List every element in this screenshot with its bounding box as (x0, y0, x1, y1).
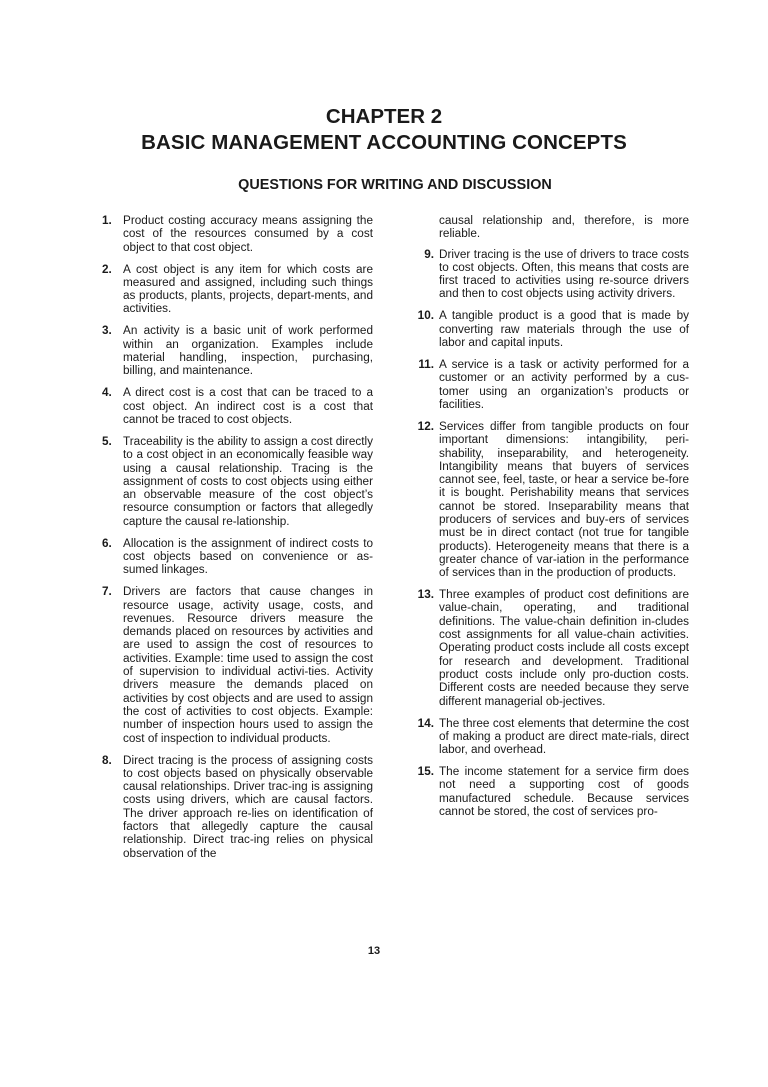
question-text: Traceability is the ability to assign a cost directly to a cost object in an economically feasible way using a causal relationship. Tracing is the assignment of costs to cost objects using either an observable measure of the cost object’s resource consumption or factors that allegedly capture the causal re-lationship. (123, 434, 373, 528)
question-text: Services differ from tangible products on four important dimensions: intangibility, peri-shability, inseparability, and heterogeneity. Intangibility means that buyers of services cannot see, feel, taste, or hear a service be-fore it is bought. Perishability means that services cannot be stored. Inseparability means that producers of services and buy-ers of services must be in direct contact (not true for tangible products). Heterogeneity means that there is a greater chance of var-iation in the performance of services than in the production of products. (439, 419, 689, 580)
question-number: 4. (102, 386, 112, 400)
question-number: 1. (102, 214, 112, 227)
question-text: A direct cost is a cost that can be traced to a cost object. An indirect cost is a cost that cannot be traced to cost objects. (123, 386, 373, 426)
question-number: 12. (417, 419, 434, 433)
question-text: Product costing accuracy means assigning the cost of the resources consumed by a cost object to that cost object. (123, 214, 373, 254)
question-number: 5. (102, 434, 112, 448)
question-text: A tangible product is a good that is made by converting raw materials through the use of labor and capital inputs. (439, 309, 689, 350)
question-text: Direct tracing is the process of assigning costs to cost objects based on physically observable causal relationships. Driver trac-ing is assigning costs using drivers, which are causal factors. The driver approach re-lies on identification of factors that allegedly capture the causal relationship. Direct trac-ing relies on physical observation of the (123, 753, 373, 860)
question-item (418, 765, 689, 818)
question-number: 14. (417, 716, 434, 730)
question-text: The income statement for a service firm does not need a supporting cost of goods manufactured schedule. Because services cannot be stored, the cost of services pro- (439, 765, 689, 818)
question-item (102, 585, 373, 745)
question-item (418, 358, 689, 411)
section-heading: QUESTIONS FOR WRITING AND DISCUSSION (238, 177, 552, 193)
question-text: A cost object is any item for which costs are measured and assigned, including such things as products, plants, projects, depart-ments, and activities. (123, 262, 373, 316)
question-item (418, 717, 689, 757)
question-item (102, 435, 373, 528)
question-number: 10. (417, 309, 434, 323)
question-item (418, 309, 689, 349)
question-item (418, 588, 689, 708)
question-text: Driver tracing is the use of drivers to trace costs to cost objects. Often, this means that costs are first traced to activities using re-source drivers and then to cost objects using activity drivers. (439, 247, 689, 301)
question-item (102, 754, 373, 860)
question-number: 8. (102, 753, 112, 767)
question-text: Drivers are factors that cause changes in resource usage, activity usage, costs, and revenues. Resource drivers measure the demands placed on resources by activities and are used to assign the cost of resources to activities. Example: time used to assign the cost of supervision to individual activi-ties. Activity drivers measure the demands placed on activities by cost objects and are used to assign the cost of activities to cost objects. Example: number of inspection hours used to assign the cost of inspection to individual products. (123, 585, 373, 745)
left-column (102, 214, 373, 869)
question-item (102, 263, 373, 316)
question-text: Allocation is the assignment of indirect costs to cost objects based on convenience or as-sumed linkages. (123, 536, 373, 577)
question-item (102, 324, 373, 377)
question-item (102, 537, 373, 577)
question-number: 13. (417, 588, 434, 602)
question-number: 2. (102, 262, 112, 276)
question-text: The three cost elements that determine the cost of making a product are direct mate-rials, direct labor, and overhead. (439, 716, 689, 757)
chapter-heading: CHAPTER 2 (325, 105, 443, 128)
right-column (418, 214, 689, 827)
question-continuation: causal relationship and, therefore, is more reliable. (439, 214, 689, 241)
question-number: 15. (417, 765, 434, 779)
question-number: 7. (102, 585, 112, 599)
chapter-title: BASIC MANAGEMENT ACCOUNTING CONCEPTS (141, 131, 627, 154)
question-item (102, 214, 373, 254)
question-number: 11. (418, 358, 434, 372)
question-text: A service is a task or activity performed for a customer or an activity performed by a cus-tomer using an organization’s products or facilities. (439, 358, 689, 411)
question-text: Three examples of product cost definitions are value-chain, operating, and traditional definitions. The value-chain definition in-cludes cost assignments for all value-chain activities. Operating product costs include all costs except for research and development. Traditional product costs include only pro-duction costs. Different costs are needed because they serve different managerial ob-jectives. (439, 588, 689, 708)
page-number: 13 (367, 945, 381, 957)
question-number: 9. (424, 247, 434, 261)
question-item (418, 420, 689, 580)
question-text: An activity is a basic unit of work performed within an organization. Examples include material handling, inspection, purchasing, billing, and maintenance. (123, 324, 373, 378)
question-item (102, 386, 373, 426)
question-number: 3. (102, 324, 112, 338)
question-number: 6. (102, 536, 112, 550)
question-item (418, 248, 689, 301)
